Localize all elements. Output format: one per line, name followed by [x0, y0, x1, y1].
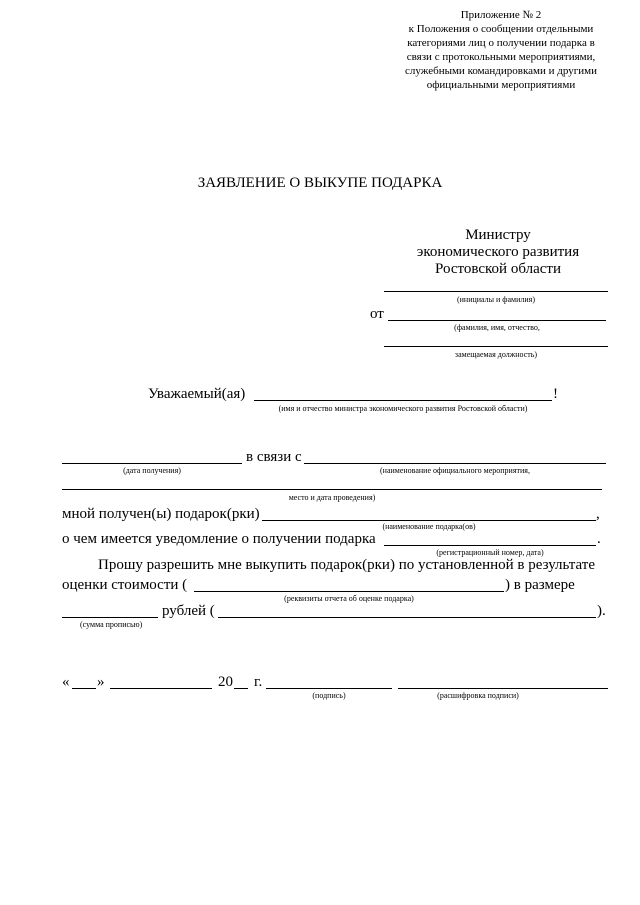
- appendix-note: [380, 8, 622, 92]
- reg-number-field-line[interactable]: [384, 545, 596, 546]
- day-field-line[interactable]: [72, 688, 96, 689]
- appendix-line: связи с протокольными мероприятиями,: [406, 51, 596, 63]
- signature-decryption-field-line[interactable]: [398, 688, 608, 689]
- request-line: Прошу разрешить мне выкупить подарок(рки) по установленной в результате: [98, 557, 596, 573]
- notice-period: .: [597, 531, 601, 547]
- from-label: от: [370, 306, 384, 322]
- hint-report: (реквизиты отчета об оценке подарка): [284, 594, 414, 603]
- hint-fio: (фамилия, имя, отчество,: [454, 323, 540, 332]
- hint-minister-name: (имя и отчество министра экономического развития Ростовской области): [278, 404, 528, 413]
- hint-position: замещаемая должность): [454, 350, 538, 359]
- quote-open: «: [62, 674, 70, 690]
- hint-place-date: место и дата проведения): [288, 493, 376, 502]
- hint-date-received: (дата получения): [123, 466, 181, 475]
- appendix-line: Приложение № 2: [460, 9, 542, 21]
- salutation-exclamation: !: [553, 386, 558, 402]
- year-field-line[interactable]: [234, 688, 248, 689]
- year-prefix: 20: [218, 674, 233, 690]
- appendix-line: служебными командировками и другими: [405, 65, 597, 77]
- appendix-line: к Положения о сообщении отдельными: [408, 23, 594, 35]
- salutation-text: Уважаемый(ая): [148, 386, 246, 402]
- document-title: ЗАЯВЛЕНИЕ О ВЫКУПЕ ПОДАРКА: [197, 175, 443, 191]
- position-field-line[interactable]: [384, 346, 608, 347]
- received-text: мной получен(ы) подарок(рки): [62, 506, 260, 522]
- year-suffix: г.: [254, 674, 263, 690]
- report-details-field-line[interactable]: [194, 591, 504, 592]
- month-field-line[interactable]: [110, 688, 212, 689]
- amount-words-field-line[interactable]: [218, 617, 596, 618]
- hint-initials: (инициалы и фамилия): [456, 295, 536, 304]
- appendix-line: официальными мероприятиями: [426, 79, 576, 91]
- received-comma: ,: [596, 506, 600, 522]
- signature-field-line[interactable]: [266, 688, 392, 689]
- appendix-line: категориями лиц о получении подарка в: [407, 37, 595, 49]
- notice-text: о чем имеется уведомление о получении подарка: [62, 531, 376, 547]
- minister-name-field-line[interactable]: [254, 400, 552, 401]
- hint-gift-name: (наименование подарка(ов): [382, 522, 476, 531]
- addressee-line: Министру: [465, 227, 531, 243]
- valuation-text: оценки стоимости (: [62, 577, 188, 593]
- event-name-field-line[interactable]: [304, 463, 606, 464]
- hint-reg-number: (регистрационный номер, дата): [436, 548, 544, 557]
- quote-close: »: [97, 674, 105, 690]
- fio-field-line[interactable]: [388, 320, 606, 321]
- hint-amount: (сумма прописью): [80, 620, 143, 629]
- hint-decryption: (расшифровка подписи): [437, 691, 519, 700]
- date-received-field-line[interactable]: [62, 463, 242, 464]
- gift-name-field-line[interactable]: [262, 520, 596, 521]
- place-date-field-line[interactable]: [62, 489, 602, 490]
- rubles-tail: ).: [597, 603, 606, 619]
- amount-field-line[interactable]: [62, 617, 158, 618]
- hint-signature: (подпись): [312, 691, 346, 700]
- rubles-text: рублей (: [162, 603, 215, 619]
- hint-event-name: (наименование официального мероприятия,: [380, 466, 530, 475]
- addressee-line: Ростовской области: [435, 261, 561, 277]
- in-connection-text: в связи с: [246, 449, 302, 465]
- addressee-line: экономического развития: [416, 244, 580, 260]
- valuation-tail: ) в размере: [505, 577, 575, 593]
- initials-field-line[interactable]: [384, 291, 608, 292]
